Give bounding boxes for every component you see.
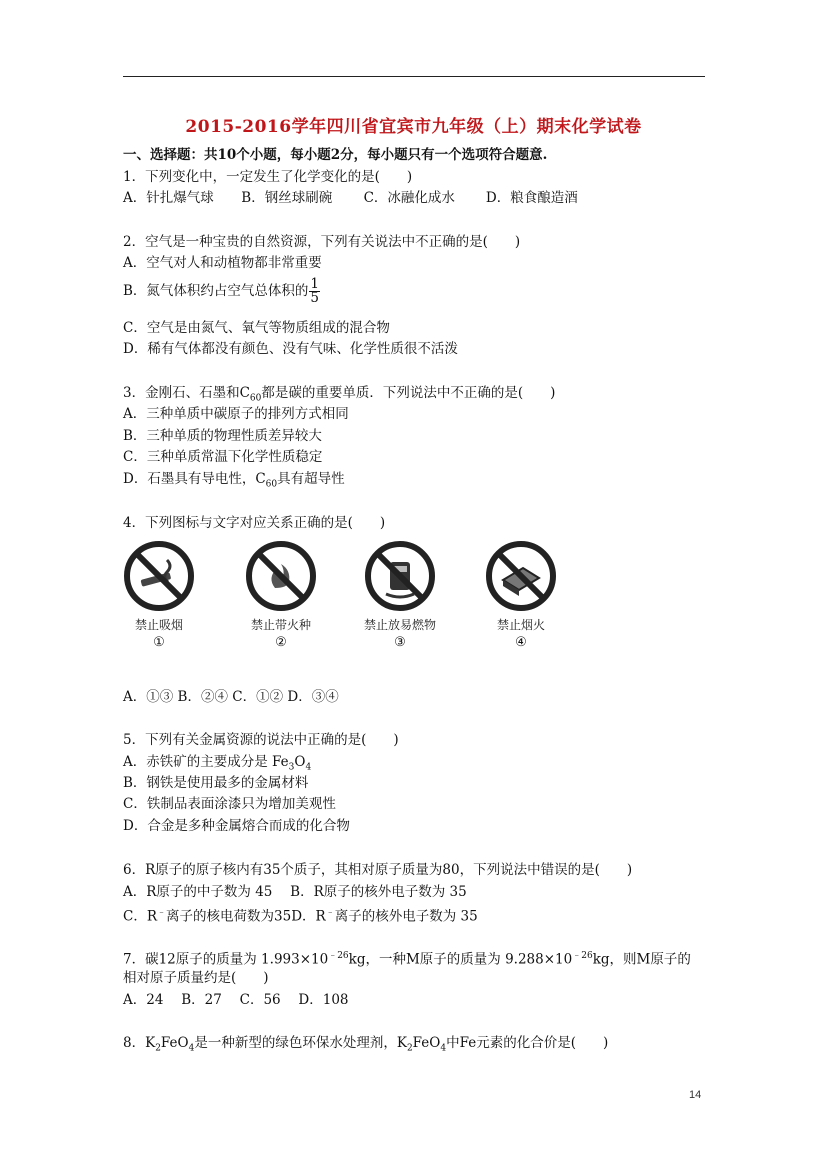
header-rule [123,76,705,77]
q6-stem: 6．R原子的原子核内有35个质子，其相对原子质量为80，下列说法中错误的是( ) [123,862,633,878]
fraction-numerator: 1 [310,276,320,292]
q8-sub4: 4 [440,1043,447,1054]
q2-option-b [123,278,320,305]
sign-3-number: ③ [394,635,406,650]
q6-c-post: 离子的核外电子数为 35 [334,908,478,925]
q7-l1-sup2: ﹣26 [572,951,593,961]
sign-1-caption: 禁止吸烟 [134,618,183,632]
q6-options-cd [123,904,478,926]
q6-options-ab: A．R原子的中子数为 45 B．R原子的核外电子数为 35 [123,884,467,900]
q5-a-mid: O [294,754,306,770]
fraction-denominator: 5 [310,290,320,306]
no-fireworks-icon [485,540,557,612]
q7-l1-post: kg，则M原子的 [592,951,691,968]
q8-sub2: 4 [188,1043,195,1054]
section-heading: 一、选择题：共10个小题，每小题2分，每小题只有一个选项符合题意. [123,147,548,163]
sign-3-caption: 禁止放易燃物 [363,618,436,632]
q6-c-sup2: ﹣ [325,908,335,918]
q1-option-a: A．针扎爆气球 [123,190,214,206]
sign-2-number: ② [275,635,287,650]
sign-3 [360,540,440,650]
sign-4-number: ④ [515,635,527,650]
q5-a-sub2: 4 [305,762,312,773]
fraction-one-fifth [309,278,320,305]
sign-4-caption: 禁止烟火 [496,618,545,632]
q3-option-a: A．三种单质中碳原子的排列方式相同 [123,406,349,422]
q2-option-c: C．空气是由氮气、氧气等物质组成的混合物 [123,320,390,336]
q5-option-c: C．铁制品表面涂漆只为增加美观性 [123,796,336,812]
q7-l1-pre: 7．碳12原子的质量为 1.993×10 [123,951,329,968]
q5-option-b: B．钢铁是使用最多的金属材料 [123,775,309,791]
q1-stem: 1．下列变化中，一定发生了化学变化的是( ) [123,169,413,185]
q2-option-b-text: B．氮气体积约占空气总体积的 [123,283,309,299]
q6-c-mid: 离子的核电荷数为35D．R [166,908,326,925]
q6-c-pre: C．R [123,908,157,925]
q7-options: A．24 B．27 C．56 D．108 [123,992,349,1008]
q3-option-d [123,470,345,494]
q3-option-c: C．三种单质常温下化学性质稳定 [123,449,323,465]
q8-pre: 8．K [123,1035,156,1051]
no-smoking-icon [123,540,195,612]
q2-stem: 2．空气是一种宝贵的自然资源，下列有关说法中不正确的是( ) [123,234,521,250]
q2-option-a: A．空气对人和动植物都非常重要 [123,255,322,271]
q8-sub3: 2 [406,1043,413,1054]
q5-a-sub1: 3 [288,762,295,773]
q3-stem-pre: 3．金刚石、石墨和C [123,385,250,401]
sign-2 [241,540,321,650]
q5-stem: 5．下列有关金属资源的说法中正确的是( ) [123,732,399,748]
q7-l1-mid: kg，一种M原子的质量为 9.288×10 [348,951,573,968]
sign-2-caption: 禁止带火种 [250,618,311,632]
q8-mid3: FeO [412,1035,441,1051]
q3-stem-sub: 60 [249,393,262,404]
page-title: 2015-2016学年四川省宜宾市九年级（上）期末化学试卷 [185,117,642,137]
q8-mid1: FeO [160,1035,189,1051]
q1-option-b: B．钢丝球刷碗 [241,190,333,206]
q1-option-c: C．冰融化成水 [363,190,455,206]
q4-options: A．①③ B．②④ C．①② D．③④ [123,689,339,705]
q8-post: 中Fe元素的化合价是( ) [446,1035,609,1051]
q7-stem-line1 [123,947,691,969]
q3-option-b: B．三种单质的物理性质差异较大 [123,428,322,444]
safety-signs [123,540,563,680]
q3-d-post: 具有超导性 [277,471,345,487]
q1-options [123,189,578,207]
no-fire-source-icon [245,540,317,612]
q5-a-pre: A．赤铁矿的主要成分是 Fe [123,754,289,770]
q3-d-sub: 60 [265,479,278,490]
q3-d-pre: D．石墨具有导电性，C [123,471,266,487]
sign-4 [481,540,561,650]
no-flammable-icon [364,540,436,612]
q7-stem-line2: 相对原子质量约是( ) [123,970,269,986]
q8-mid2: 是一种新型的绿色环保水处理剂，K [194,1035,407,1051]
q5-option-d: D．合金是多种金属熔合而成的化合物 [123,818,350,834]
q8-stem [123,1034,608,1058]
q8-sub1: 2 [155,1043,161,1054]
q7-l1-sup1: ﹣26 [328,951,349,961]
q1-option-d: D．粮食酿造酒 [485,190,578,206]
sign-1-number: ① [153,635,165,650]
sign-1 [119,540,199,650]
page-number: 14 [689,1089,702,1101]
q6-c-sup: ﹣ [157,908,167,918]
q4-stem: 4．下列图标与文字对应关系正确的是( ) [123,515,386,531]
q2-option-d: D．稀有气体都没有颜色、没有气味、化学性质很不活泼 [123,341,458,357]
q3-stem-post: 都是碳的重要单质．下列说法中不正确的是( ) [261,385,556,401]
